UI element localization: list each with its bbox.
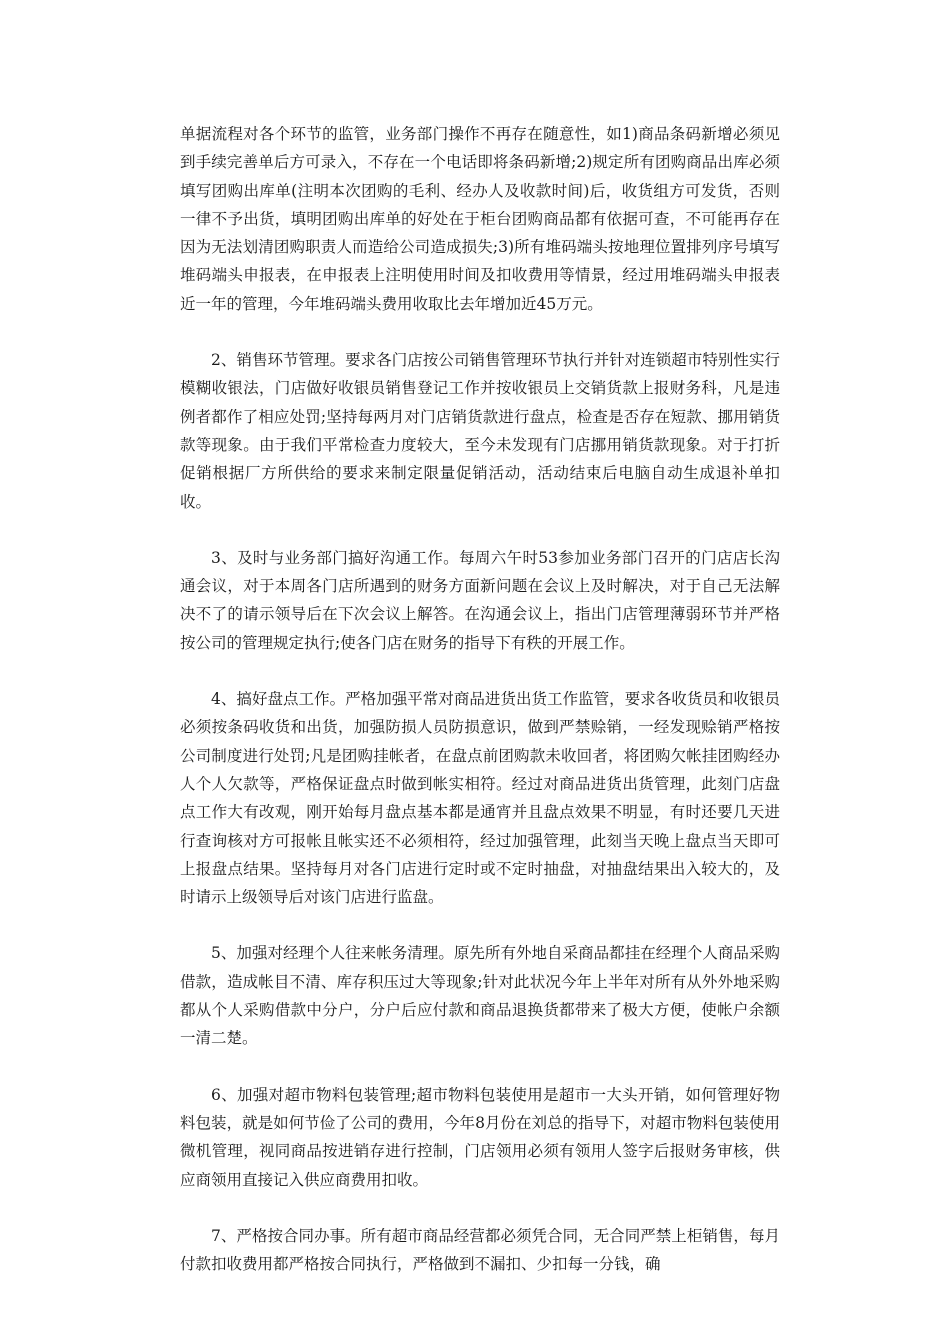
paragraph-continuation: 单据流程对各个环节的监管，业务部门操作不再存在随意性，如1)商品条码新增必须见到手续完善单后方可录入，不存在一个电话即将条码新增;2)规定所有团购商品出库必须填写团购出库单(注明本次团购的毛利、经办人及收款时间)后，收货组方可发货，否则一律不予出货，填明团购出库单的好处在于柜台团购商品都有依据可查，不可能再存在因为无法划清团购职责人而造给公司造成损失;3)所有堆码端头按地理位置排列序号填写堆码端头申报表，在申报表上注明使用时间及扣收费用等情景，经过用堆码端头申报表近一年的管理，今年堆码端头费用收取比去年增加近45万元。 (180, 125, 780, 313)
document-body (180, 120, 780, 1306)
paragraph-manager-accounts: 5、加强对经理个人往来帐务清理。原先所有外地自采商品都挂在经理个人商品采购借款，造成帐目不清、库存积压过大等现象;针对此状况今年上半年对所有从外外地采购都从个人采购借款中分户，分户后应付款和商品退换货都带来了极大方便，使帐户余额一清二楚。 (180, 944, 780, 1048)
paragraph-inventory-check: 4、搞好盘点工作。严格加强平常对商品进货出货工作监管，要求各收货员和收银员必须按条码收货和出货，加强防损人员防损意识，做到严禁赊销，一经发现赊销严格按公司制度进行处罚;凡是团购挂帐者，在盘点前团购款未收回者，将团购欠帐挂团购经办人个人欠款等，严格保证盘点时做到帐实相符。经过对商品进货出货管理，此刻门店盘点工作大有改观，刚开始每月盘点基本都是通宵并且盘点效果不明显，有时还要几天进行查询核对方可报帐且帐实还不必须相符，经过加强管理，此刻当天晚上盘点当天即可上报盘点结果。坚持每月对各门店进行定时或不定时抽盘，对抽盘结果出入较大的，及时请示上级领导后对该门店进行监盘。 (180, 690, 780, 907)
paragraph-sales-management: 2、销售环节管理。要求各门店按公司销售管理环节执行并针对连锁超市特别性实行模糊收银法，门店做好收银员销售登记工作并按收银员上交销货款上报财务科，凡是违例者都作了相应处罚;坚持每两月对门店销货款进行盘点，检查是否存在短款、挪用销货款等现象。由于我们平常检查力度较大，至今未发现有门店挪用销货款现象。对于打折促销根据厂方所供给的要求来制定限量促销活动，活动结束后电脑自动生成退补单扣收。 (180, 351, 780, 511)
paragraph-communication: 3、及时与业务部门搞好沟通工作。每周六午时53参加业务部门召开的门店店长沟通会议，对于本周各门店所遇到的财务方面新问题在会议上及时解决，对于自己无法解决不了的请示领导后在下次会议上解答。在沟通会议上，指出门店管理薄弱环节并严格按公司的管理规定执行;使各门店在财务的指导下有秩的开展工作。 (180, 548, 780, 652)
paragraph-packaging-management: 6、加强对超市物料包装管理;超市物料包装使用是超市一大头开销，如何管理好物料包装，就是如何节俭了公司的费用，今年8月份在刘总的指导下，对超市物料包装使用微机管理，视同商品按进销存进行控制，门店领用必须有领用人签字后报财务审核，供应商领用直接记入供应商费用扣收。 (180, 1085, 780, 1189)
paragraph-contract-compliance: 7、严格按合同办事。所有超市商品经营都必须凭合同，无合同严禁上柜销售，每月付款扣收费用都严格按合同执行，严格做到不漏扣、少扣每一分钱，确 (180, 1226, 780, 1274)
